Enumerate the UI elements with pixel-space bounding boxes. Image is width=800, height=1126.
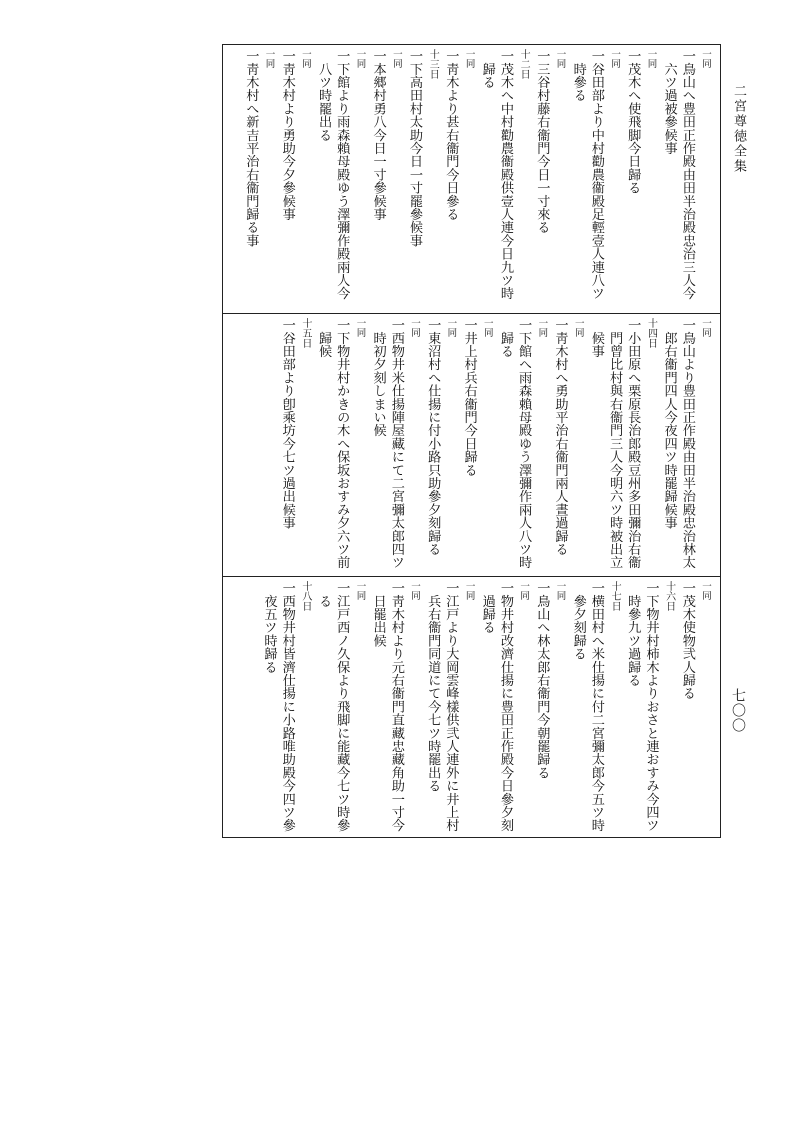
- entry-marker: 一同: [609, 49, 621, 68]
- text-column: 一谷田部より中村勸農衞殿足輕壹人連八ツ: [588, 49, 604, 300]
- entry-marker: 一同: [263, 49, 275, 68]
- date-heading: 十七日: [609, 581, 621, 611]
- text-column: 時參る: [570, 49, 586, 102]
- entry-marker: 一同: [700, 318, 711, 337]
- text-column: 一横田村へ米仕揚に付二宮彌太郎今五ツ時: [588, 581, 604, 832]
- text-column: 一下館へ雨森賴母殿ゆう澤彌作兩人八ツ時: [516, 318, 532, 569]
- text-column: 時參九ツ過歸る: [625, 581, 641, 687]
- text-column: 一谷田部より卽乘坊今七ツ過出候事: [279, 318, 295, 530]
- entry-marker: 一同: [572, 318, 584, 337]
- book-title: 二宮尊徳全集: [731, 84, 746, 174]
- text-column: 一鳥山へ豊田正作殿由田半治殿忠治三人今: [679, 49, 695, 300]
- entry-marker: 一同: [518, 581, 530, 600]
- entry-marker: 一同: [354, 318, 366, 337]
- text-column: 日罷出候: [370, 581, 386, 647]
- date-heading: 十六日: [663, 581, 675, 611]
- text-column: 候事: [588, 318, 604, 358]
- page-number: 七〇〇: [730, 688, 746, 733]
- band-columns: [259, 581, 714, 835]
- text-column: 一茂木使物弐人歸る: [679, 581, 695, 700]
- text-column: 一下館より雨森賴母殿ゆう澤彌作殿兩人今: [334, 49, 350, 300]
- text-column: 一本郷村勇八今日一寸參候事: [370, 49, 386, 221]
- entry-marker: 一同: [463, 581, 475, 600]
- text-column: 一茂木へ使飛脚今日歸る: [625, 49, 641, 195]
- date-heading: 十三日: [427, 49, 439, 79]
- date-heading: 十二日: [518, 49, 530, 79]
- text-column: 一鳥山へ林太郎右衞門今朝罷歸る: [534, 581, 550, 779]
- text-column: 一物井村改濟仕揚に豊田正作殿今日參夕刻: [497, 581, 513, 832]
- entry-marker: 一同: [299, 49, 311, 68]
- text-column: 八ツ時罷出る: [316, 49, 332, 142]
- text-column: 一靑木村より勇助今夕參候事: [279, 49, 295, 221]
- text-column: 一小田原へ栗原長治郎殿豆州多田彌治右衞: [625, 318, 641, 569]
- text-column: 歸る: [497, 318, 513, 358]
- text-column: 一靑木村へ新吉平治右衞門歸る事: [243, 49, 259, 247]
- text-column: 時初夕刻しまい候: [370, 318, 386, 437]
- text-column: 一下物井村かきの木へ保坂おすみ夕六ツ前: [334, 318, 350, 569]
- text-column: る: [316, 581, 332, 608]
- entry-marker: 一同: [554, 581, 566, 600]
- entry-marker: 一同: [390, 49, 402, 68]
- text-column: 一鳥山より豊田正作殿由田半治殿忠治林太: [679, 318, 695, 569]
- text-column: 歸る: [479, 49, 495, 89]
- text-band-top: [223, 45, 720, 314]
- text-column: 一井上村兵右衞門今日歸る: [461, 318, 477, 477]
- entry-marker: 一同: [554, 49, 566, 68]
- entry-marker: 一同: [445, 318, 457, 337]
- text-column: 郎右衞門四人今夜四ツ時罷歸候事: [661, 318, 677, 530]
- date-heading: 十四日: [645, 318, 657, 348]
- text-column: 一下物井村柿木よりおさと連おすみ今四ツ: [643, 581, 659, 832]
- text-column: 門曾比村與右衞門三人今明六ツ時被出立: [607, 318, 623, 569]
- entry-marker: 一同: [700, 581, 711, 600]
- text-column: 一下高田村太助今日一寸罷參候事: [407, 49, 422, 247]
- text-column: 兵右衞門同道にて今七ツ時罷出る: [425, 581, 441, 793]
- entry-marker: 一同: [409, 581, 420, 600]
- text-column: 一東沼村へ仕揚に付小路只助參夕刻歸る: [425, 318, 441, 556]
- text-column: 一靑木村へ勇助平治右衞門兩人晝過歸る: [552, 318, 568, 556]
- text-column: 一靑木村より元右衞門直藏忠藏角助一寸今: [388, 581, 404, 832]
- entry-marker: 一同: [354, 49, 366, 68]
- entry-marker: 一同: [645, 49, 657, 68]
- text-column: 一西物井村皆濟仕揚に小路唯助殿今四ツ參: [279, 581, 295, 832]
- band-columns: [241, 49, 714, 309]
- text-band-middle: [223, 314, 720, 577]
- text-column: 一靑木より甚右衞門今日參る: [443, 49, 459, 221]
- entry-marker: 一同: [409, 318, 420, 337]
- text-frame: [222, 44, 721, 838]
- date-heading: 十八日: [299, 581, 311, 611]
- text-column: 夜五ツ時歸る: [261, 581, 277, 674]
- entry-marker: 一同: [354, 581, 366, 600]
- text-column: 歸候: [316, 318, 332, 358]
- entry-marker: 一同: [536, 318, 548, 337]
- entry-marker: 一同: [700, 49, 711, 68]
- text-column: 一茂木へ中村勸農衞殿供壹人連今日九ツ時: [497, 49, 513, 300]
- text-column: 一三谷村藤右衞門今日一寸來る: [534, 49, 550, 234]
- band-columns: [278, 318, 715, 572]
- text-column: 一江戸西ノ久保より飛脚に能藏今七ツ時參: [334, 581, 350, 832]
- text-column: 參夕刻歸る: [570, 581, 586, 661]
- text-column: 六ツ過被參候事: [661, 49, 677, 155]
- entry-marker: 一同: [481, 318, 493, 337]
- text-band-bottom: [223, 577, 720, 839]
- text-column: 一江戸より大岡雲峰樣供弐人連外に井上村: [443, 581, 459, 832]
- text-column: 一西物井米仕揚陣屋藏にて二宮彌太郎四ツ: [388, 318, 404, 569]
- text-column: 過歸る: [479, 581, 495, 634]
- entry-marker: 一同: [463, 49, 475, 68]
- date-heading: 十五日: [299, 318, 311, 348]
